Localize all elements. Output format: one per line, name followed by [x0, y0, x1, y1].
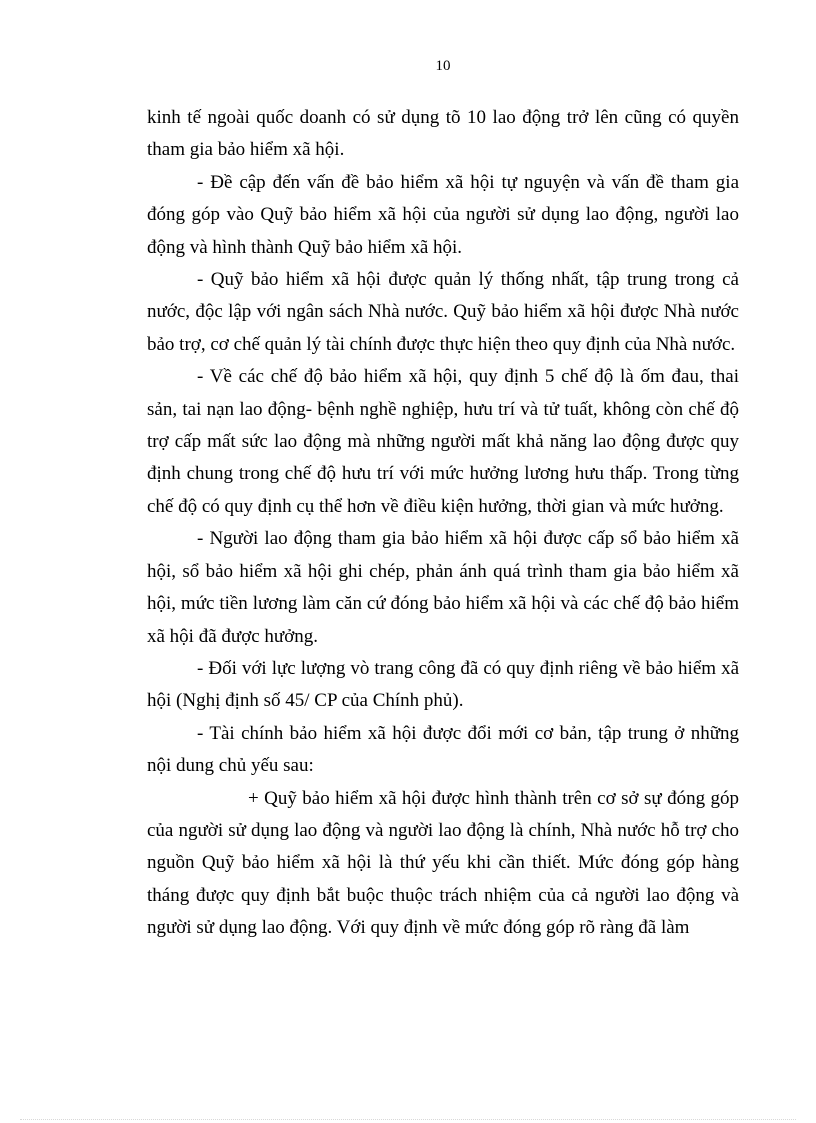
- page-number: 10: [435, 58, 451, 74]
- document-body: [147, 102, 739, 945]
- paragraph-insurance-book: - Người lao động tham gia bảo hiểm xã hội được cấp sổ bảo hiểm xã hội, sổ bảo hiểm xã hội ghi chép, phản ánh quá trình tham gia bảo hiểm xã hội, mức tiền lương làm căn cứ đóng bảo hiểm xã hội và các chế độ bảo hiểm xã hội đã được hưởng.: [147, 528, 739, 647]
- paragraph-insurance-regimes: - Về các chế độ bảo hiểm xã hội, quy định 5 chế độ là ốm đau, thai sản, tai nạn lao động- bệnh nghề nghiệp, hưu trí và tử tuất, không còn chế độ trợ cấp mất sức lao động mà những người mất khả năng lao động được quy định chung trong chế độ hưu trí với mức hưởng lương hưu thấp. Trong từng chế độ có quy định cụ thể hơn về điều kiện hưởng, thời gian và mức hưởng.: [147, 366, 739, 517]
- paragraph-armed-forces: - Đối với lực lượng vò trang công đã có quy định riêng về bảo hiểm xã hội (Nghị định số 45/ CP của Chính phủ).: [147, 657, 739, 712]
- paragraph-finance-reform: - Tài chính bảo hiểm xã hội được đổi mới cơ bản, tập trung ở những nội dung chủ yếu sau:: [147, 722, 739, 777]
- paragraph-voluntary-insurance: - Đề cập đến vấn đề bảo hiểm xã hội tự nguyện và vấn đề tham gia đóng góp vào Quỹ bảo hiểm xã hội của người sử dụng lao động, người lao động và hình thành Quỹ bảo hiểm xã hội.: [147, 171, 739, 258]
- paragraph-fund-management: - Quỹ bảo hiểm xã hội được quản lý thống nhất, tập trung trong cả nước, độc lập với ngân sách Nhà nước. Quỹ bảo hiểm xã hội được Nhà nước bảo trợ, cơ chế quản lý tài chính được thực hiện theo quy định của Nhà nước.: [147, 269, 739, 355]
- page-bottom-divider: [20, 1119, 796, 1120]
- paragraph-fund-contributions: + Quỹ bảo hiểm xã hội được hình thành trên cơ sở sự đóng góp của người sử dụng lao động và người lao động là chính, Nhà nước hỗ trợ cho nguồn Quỹ bảo hiểm xã hội là thứ yếu khi cần thiết. Mức đóng góp hàng tháng được quy định bắt buộc thuộc trách nhiệm của cả người lao động và người sử dụng lao động. Với quy định về mức đóng góp rõ ràng đã làm: [147, 787, 739, 939]
- paragraph-continuation: kinh tế ngoài quốc doanh có sử dụng tõ 10 lao động trở lên cũng có quyền tham gia bảo hiểm xã hội.: [147, 107, 739, 161]
